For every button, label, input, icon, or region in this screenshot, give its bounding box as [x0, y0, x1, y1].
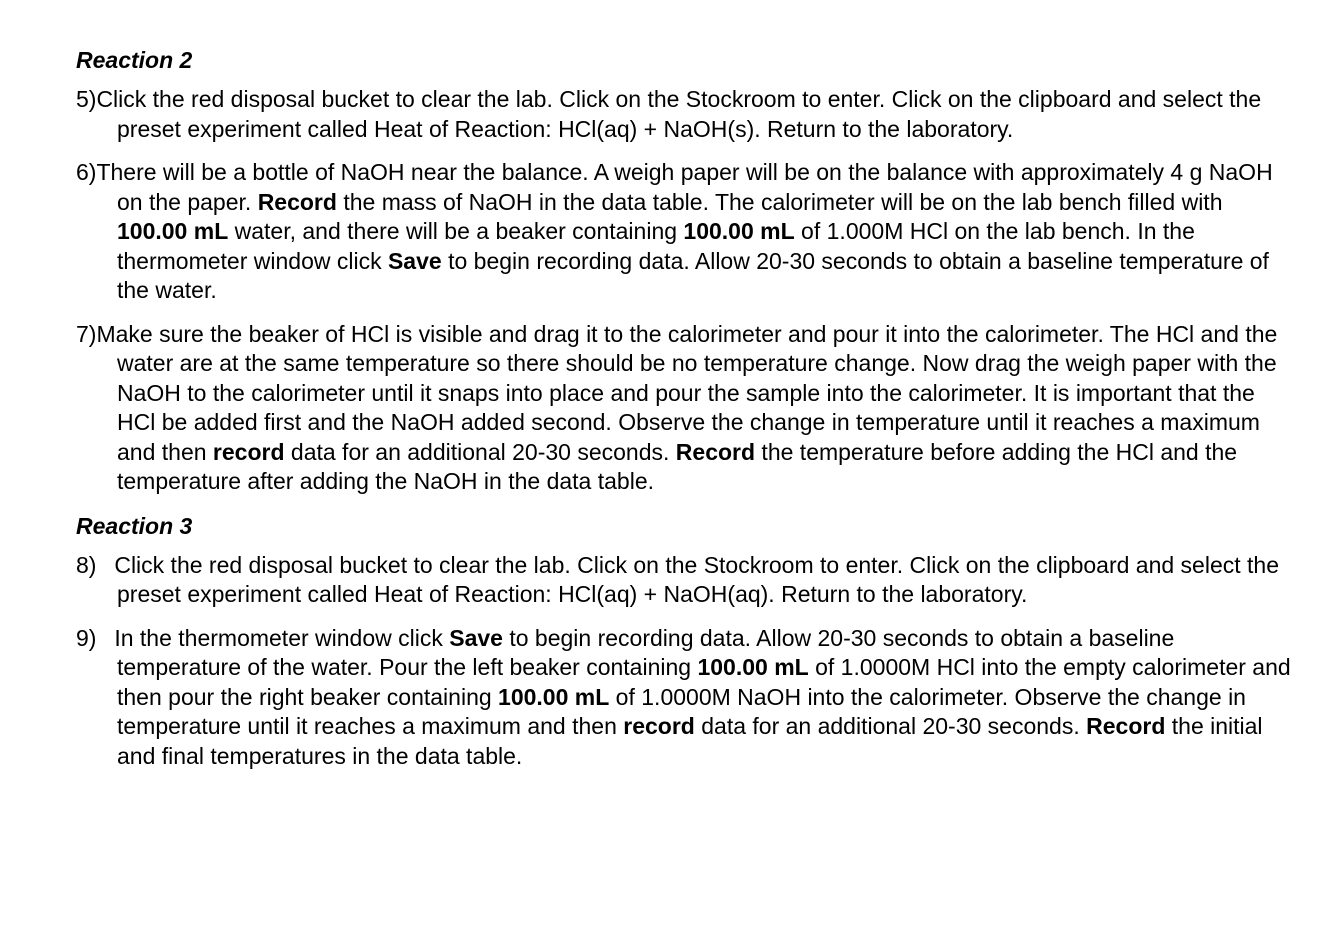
bold-term: 100.00 mL	[697, 654, 809, 680]
text-run: to begin recording data. Allow 20-30 seconds to obtain a baseline temperature of the water. Pour the left beaker containing	[117, 624, 1175, 680]
text-run: of 1.0000M NaOH into the calorimeter. Observe the change in temperature until it reaches a maximum and then	[117, 683, 1246, 739]
step-8	[76, 551, 1291, 610]
text-run: 6)There will be a bottle of NaOH near the balance. A weigh paper will be on the balance with approximately 4 g NaOH on the paper.	[76, 159, 1273, 215]
section-heading: Reaction 3	[76, 512, 193, 539]
step-text	[76, 552, 1279, 608]
section-reaction-3	[76, 511, 1291, 772]
text-run: of 1.000M HCl on the lab bench. In the thermometer window click	[117, 218, 1195, 274]
bold-term: Record	[1086, 713, 1166, 739]
text-run: 7)Make sure the beaker of HCl is visible and drag it to the calorimeter and pour it into the calorimeter. The HCl and the water are at the same temperature so there should be no temperature change. Now drag the weigh paper with the NaOH to the calorimeter until it snaps into place and pour the sample into the calorimeter. It is important that the HCl be added first and the NaOH added second. Observe the change in temperature until it reaches a maximum and then	[76, 320, 1278, 465]
bold-term: 100.00 mL	[498, 683, 610, 710]
step-5	[76, 85, 1291, 144]
bold-term: Save	[387, 247, 442, 274]
step-text	[76, 159, 1273, 303]
text-run: the mass of NaOH in the data table. The calorimeter will be on the lab bench filled with	[336, 188, 1223, 215]
text-run: data for an additional 20-30 seconds.	[694, 713, 1087, 739]
text-run: 8) Click the red disposal bucket to clear the lab. Click on the Stockroom to enter. Click on the clipboard and select the preset experiment called Heat of Reaction: HCl(aq) + NaOH(aq). Return to the laboratory.	[76, 551, 1280, 607]
bold-term: Record	[257, 188, 337, 215]
bold-term: 100.00 mL	[683, 218, 795, 244]
text-run: to begin recording data. Allow 20-30 seconds to obtain a baseline temperature of the water.	[117, 247, 1269, 303]
step-text	[76, 86, 1261, 142]
text-run: the initial and final temperatures in the data table.	[117, 713, 1263, 769]
bold-term: record	[212, 438, 285, 465]
text-run: the temperature before adding the HCl and the temperature after adding the NaOH in the data table.	[117, 438, 1238, 494]
text-run: 5)Click the red disposal bucket to clear the lab. Click on the Stockroom to enter. Click on the clipboard and select the preset experiment called Heat of Reaction: HCl(aq) + NaOH(s). Return to the laboratory.	[76, 86, 1262, 142]
text-run: water, and there will be a beaker containing	[228, 218, 684, 244]
bold-term: record	[623, 713, 695, 739]
bold-term: Record	[675, 438, 756, 465]
step-text	[76, 321, 1277, 495]
text-run: data for an additional 20-30 seconds.	[284, 438, 676, 465]
step-7	[76, 320, 1291, 497]
step-6	[76, 158, 1291, 306]
document-page	[76, 45, 1291, 785]
bold-term: Save	[449, 624, 503, 651]
section-reaction-2	[76, 45, 1291, 497]
section-heading: Reaction 2	[76, 47, 193, 73]
step-9	[76, 624, 1291, 772]
bold-term: 100.00 mL	[117, 218, 229, 244]
step-text	[76, 625, 1291, 769]
text-run: of 1.0000M HCl into the empty calorimeter and then pour the right beaker containing	[117, 654, 1291, 710]
text-run: 9) In the thermometer window click	[76, 624, 450, 651]
